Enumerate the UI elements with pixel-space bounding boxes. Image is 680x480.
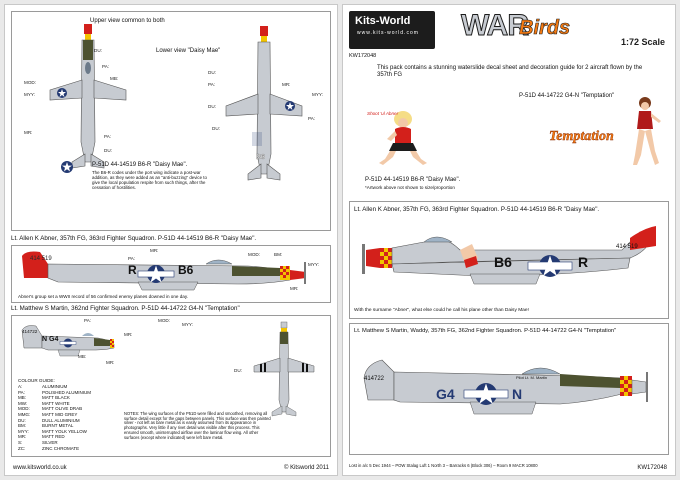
upper-view-aircraft-drawing: [48, 22, 128, 182]
temptation-art-label: P-51D 44-14722 G4-N "Temptation": [519, 93, 615, 99]
upper-label-2: PA:: [102, 64, 110, 69]
temptation-label-6: MR:: [106, 360, 115, 365]
kits-world-logo: [349, 11, 435, 49]
lower-label-1: DU:: [208, 70, 216, 75]
colour-guide-name: ZINC CHROMATE: [42, 445, 80, 451]
right-temptation-code-right: N: [512, 386, 523, 402]
lower-view-aircraft-drawing: [224, 24, 304, 194]
right-temptation-nose-text: Pilot Lt. M. Martin: [516, 375, 548, 380]
colour-guide-name: SILVER: [42, 440, 58, 445]
right-temptation-panel: [349, 323, 669, 455]
right-daisy-serial: 414 519: [616, 244, 638, 250]
daisy-side-label-4: BM:: [274, 252, 283, 257]
right-daisy-note: With the surname "Abner", what else could he call his plane other than Daisy Mae!: [354, 308, 529, 313]
colour-guide-name: ALUMINIUM: [42, 384, 68, 389]
daisy-side-serial: 414 519: [30, 256, 52, 262]
colour-guide-code: A:: [18, 384, 23, 389]
brand-url: www.kits-world.com: [357, 30, 419, 36]
temptation-label-4: MR:: [124, 332, 133, 337]
intro-text: This pack contains a stunning waterslide decal sheet and decoration guide for 2 aircraft flown by the 357th FG: [377, 65, 643, 78]
colour-guide-name: MATT RED: [42, 434, 65, 440]
daisy-side-code-right: B6: [178, 263, 194, 277]
colour-guide-code: BM:: [18, 423, 27, 429]
colour-guide-name: MATT BLACK: [42, 395, 70, 401]
daisy-art-label: P-51D 44-14519 B6-R "Daisy Mae".: [365, 177, 461, 183]
daisy-mae-header: Lt. Allen K Abner, 357th FG, 363rd Fighter Squadron. P-51D 44-14519 B6-R "Daisy Mae".: [11, 235, 257, 242]
colour-guide-code: MMG:: [18, 412, 31, 417]
colour-guide-code: MR:: [18, 434, 27, 440]
upper-label-8: DU:: [104, 148, 112, 153]
brand-name: Kits-World: [355, 15, 411, 27]
war-text: WAR: [461, 9, 528, 42]
plan-caption-title: P-51D 44-14519 B6-R "Daisy Mae".: [92, 162, 188, 168]
colour-guide-name: MATT WHITE: [42, 400, 70, 406]
right-temptation-code-left: G4: [436, 386, 455, 402]
lower-label-3: DU:: [208, 104, 216, 109]
colour-guide-code: MOD:: [18, 406, 30, 412]
lower-view-code: B6: [256, 154, 265, 161]
temptation-script-artwork: Temptation: [549, 129, 614, 144]
upper-view-tail-insignia: [52, 160, 82, 174]
right-daisy-code-right: R: [578, 254, 589, 270]
daisy-nose-art-text: Shoot 'ul Abner: [367, 111, 399, 116]
colour-guide-code: DU:: [18, 417, 26, 423]
upper-label-3: MB:: [110, 76, 119, 81]
colour-guide-code: MB:: [18, 395, 27, 401]
left-footer-copyright: © Kitsworld 2011: [284, 465, 329, 471]
temptation-pinup-artwork: [625, 95, 665, 169]
scale-text: 1:72 Scale: [620, 37, 665, 47]
colour-guide-name: MATT YOLK YELLOW: [42, 428, 87, 434]
temptation-side-code: N G4: [42, 336, 59, 343]
kit-number-top: KW172048: [349, 53, 377, 59]
right-daisy-header: Lt. Allen K Abner, 357th FG, 363rd Fighter Squadron. P-51D 44-14519 B6-R "Daisy Mae".: [354, 206, 600, 213]
birds-text: Birds: [519, 17, 571, 39]
colour-guide-code: ZC:: [18, 445, 26, 451]
upper-label-6: MR:: [24, 130, 33, 135]
right-daisy-panel: [349, 201, 669, 319]
lower-label-2: PA:: [208, 82, 216, 87]
temptation-label-2: MOD:: [158, 318, 170, 323]
colour-guide-name: BURNT METAL: [42, 423, 74, 429]
temptation-label-7: DU:: [234, 368, 242, 373]
daisy-side-label-5: MYY:: [308, 262, 319, 267]
temptation-panel: [11, 315, 331, 457]
upper-label-5: MYY:: [24, 92, 35, 97]
right-decal-sheet: [342, 4, 676, 476]
plan-caption-body: The B6-R codes under the port wing indicate a post-war addition, as they were added as an "anti-buzzing" device to give the local population respite from such things, after the cessation of hostilities.: [92, 170, 207, 191]
temptation-side-drawing: [18, 320, 118, 366]
temptation-side-serial: 414722: [22, 329, 38, 334]
lower-label-7: DU:: [212, 126, 220, 131]
upper-label-4: MOD:: [24, 80, 36, 85]
daisy-side-label-6: MR:: [290, 286, 299, 291]
daisy-side-label-2: PA:: [128, 256, 136, 261]
upper-view-note: Upper view common to both: [90, 18, 165, 24]
colour-guide-code: S:: [18, 440, 23, 445]
lost-note: Lost in a/c 5 Dec 1944 – POW Stalag Luft 1 North 3 – Barracks 6 (Block 306) – Room 9 MACR 10800: [349, 463, 538, 469]
lower-label-6: PA:: [308, 116, 316, 121]
lower-label-5: MYY:: [312, 92, 323, 97]
temptation-header: Lt. Matthew S Martin, 362nd Fighter Squadron. P-51D 44-14722 G4-N "Temptation": [11, 305, 240, 312]
daisy-side-label-3: MOD:: [248, 252, 260, 257]
upper-label-1: DU:: [94, 48, 102, 53]
right-temptation-serial: 414722: [364, 376, 385, 382]
artwork-scale-note: *Artwork above not shown to size/proportion: [365, 185, 455, 190]
daisy-side-note: Abner's group set a WWII record of 56 confirmed enemy planes downed in one day.: [18, 294, 189, 299]
right-daisy-code-left: B6: [494, 254, 512, 270]
left-instruction-sheet: [4, 4, 338, 476]
right-footer-kit-number: KW172048: [637, 465, 667, 471]
left-footer-url: www.kitsworld.co.uk: [13, 465, 67, 471]
temptation-label-1: PA:: [84, 318, 92, 323]
daisy-side-label-1: MR:: [150, 248, 159, 253]
colour-guide-code: MYY:: [18, 428, 29, 434]
colour-guide-name: DULL ALUMINIUM: [42, 417, 80, 423]
upper-label-7: PA:: [104, 134, 112, 139]
plan-views-panel: [11, 11, 331, 231]
colour-guide-code: MW:: [18, 400, 28, 406]
daisy-mae-side-panel: [11, 245, 331, 303]
temptation-top-drawing: [252, 320, 316, 420]
warbirds-logo: [461, 9, 601, 49]
temptation-label-5: MB:: [78, 354, 87, 359]
right-temptation-header: Lt. Matthew S Martin, Waddy, 357th FG, 362nd Fighter Squadron. P-51D 44-14722 G4-N "Temptation": [354, 328, 617, 334]
lower-view-note: Lower view "Daisy Mae": [156, 48, 221, 54]
colour-guide-name: MATT MID GREY: [42, 412, 78, 417]
daisy-side-code-left: R: [128, 263, 137, 277]
daisy-mae-side-drawing: [18, 248, 318, 294]
colour-guide-title: COLOUR GUIDE:: [18, 378, 55, 383]
lower-label-4: MR:: [282, 82, 291, 87]
right-temptation-side-drawing: [360, 346, 660, 426]
temptation-label-3: MYY:: [182, 322, 193, 327]
notes-text: NOTES: The wing surfaces of the P51D were filled and smoothed, removing all surface detail except for the gaps between panels. This surface was then painted silver - not left as bare metal as is easily assumed from its appearance in photographs. Very little if any rivet detail was visible after this process. This ensured smooth, uninterrupted airflow over the laminar flow wing. All other surfaces (except where indicated) were left bare metal.: [124, 411, 271, 440]
colour-guide-code: PA:: [18, 389, 25, 395]
colour-guide-name: MATT OLIVE DRAB: [42, 406, 83, 412]
colour-guide-name: POLISHED ALUMINIUM: [42, 389, 92, 395]
